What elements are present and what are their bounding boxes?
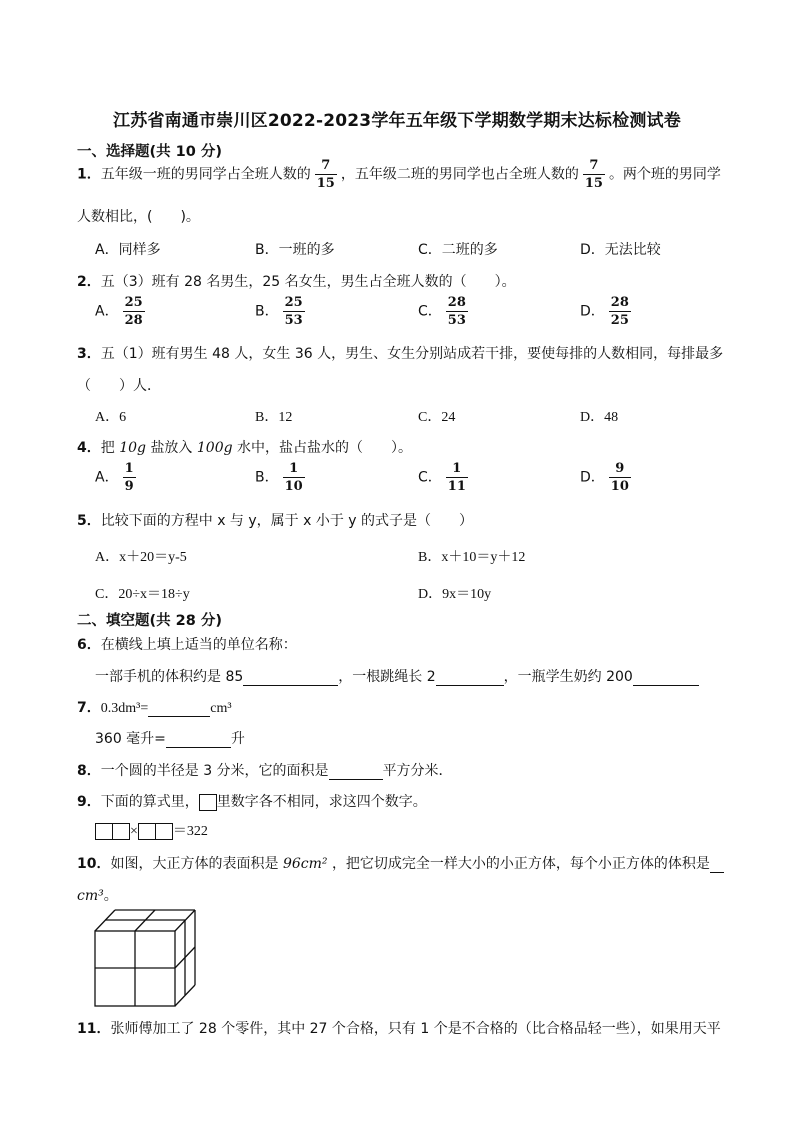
unit-text: cm³ [77,888,104,904]
question-8 [77,760,453,780]
fraction: $\frac{9}{10}$ [610,461,629,494]
option-a[interactable]: A． $\frac{25}{28}$ [95,295,143,328]
question-text: 下面的算式里， [100,794,199,810]
option-b[interactable]: B．x＋10＝y＋12 [418,550,526,565]
option-a[interactable]: A．6 [95,410,127,425]
equation-result: ＝322 [172,824,208,839]
option-b[interactable]: B． $\frac{1}{10}$ [255,461,303,494]
question-text: ，把它切成完全一样大小的小正方体，每个小正方体的体积是 [331,856,710,872]
question-11 [77,1018,721,1038]
question-text: 如图，大正方体的表面积是 [110,856,279,872]
question-text: 一部手机的体积约是 85 [95,669,244,685]
question-text: 五（1）班有男生 48 人，女生 36 人，男生、女生分别站成若干排，要使每排的人数相同，每排最多 [100,346,724,362]
question-7 [77,697,232,717]
fraction: $\frac{25}{53}$ [284,295,303,328]
question-3 [77,343,723,363]
times-sign: × [130,824,138,839]
question-1-line2: 人数相比，( )。 [77,209,200,225]
question-text: 0.3dm³= [100,701,149,716]
option-d[interactable]: D． $\frac{28}{25}$ [580,295,629,328]
option-d[interactable]: D．9x＝10y [418,587,492,602]
fraction: $\frac{28}{25}$ [610,295,629,328]
math-term: 10g [119,440,146,456]
question-number: 9． [77,794,101,810]
option-a[interactable]: A．同样多 [95,242,161,258]
answer-blank[interactable] [166,733,231,748]
question-number: 2． [77,274,101,290]
question-text: cm³ [210,701,232,716]
question-text: 360 毫升= [95,731,166,747]
page-title: 江苏省南通市崇川区2022-2023学年五年级下学期数学期末达标检测试卷 [113,111,681,131]
option-d[interactable]: D．48 [580,410,619,425]
question-number: 1． [77,166,101,183]
answer-blank[interactable] [329,765,383,780]
question-text: 升 [230,731,245,747]
option-c[interactable]: C．24 [418,410,456,425]
digit-box [199,794,217,811]
question-text: 盐放入 [150,440,193,456]
option-b[interactable]: B．12 [255,410,293,425]
question-10-line2 [77,885,118,905]
option-b[interactable]: B．一班的多 [255,242,335,258]
math-term: 96cm² [282,856,328,872]
section-heading-choice: 一、选择题(共 10 分) [77,144,223,160]
section-heading-fill: 二、填空题(共 28 分) [77,613,223,629]
answer-blank[interactable] [243,671,338,686]
fraction: $\frac{1}{10}$ [284,461,303,494]
question-5 [77,510,473,530]
option-c[interactable]: C． $\frac{1}{11}$ [418,461,466,494]
question-text: ，一瓶学生奶约 200 [503,669,633,685]
question-text: 一个圆的半径是 3 分米，它的面积是 [100,763,329,779]
question-text: ，五年级二班的男同学也占全班人数的 [340,166,579,183]
question-text: 。 [103,888,118,904]
option-c[interactable]: C．20÷x＝18÷y [95,587,190,602]
option-c[interactable]: C． $\frac{28}{53}$ [418,295,466,328]
question-text: 比较下面的方程中 x 与 y，属于 x 小于 y 的式子是（ ） [100,513,474,529]
question-2 [77,271,516,291]
question-7-line2 [95,728,245,748]
question-number: 8． [77,763,101,779]
question-9 [77,791,427,811]
digit-box[interactable] [138,823,156,840]
question-text: 水中，盐占盐水的（ ）。 [237,440,413,456]
digit-box[interactable] [112,823,130,840]
question-number: 5． [77,513,101,529]
question-4 [77,437,412,457]
question-text: 里数字各不相同，求这四个数字。 [216,794,427,810]
question-number: 4． [77,440,101,456]
fraction: $\frac{1}{11}$ [447,461,466,494]
fraction: $\frac{7}{15}$ [584,158,603,191]
option-c[interactable]: C．二班的多 [418,242,498,258]
cube-figure [90,906,205,1011]
question-6 [77,634,297,654]
answer-blank[interactable] [436,671,504,686]
question-text: 五（3）班有 28 名男生，25 名女生，男生占全班人数的（ ）。 [100,274,516,290]
question-1 [77,159,721,190]
question-text: 在横线上填上适当的单位名称： [100,637,297,653]
digit-box[interactable] [95,823,113,840]
question-number: 10． [77,856,111,872]
question-9-equation [95,820,208,840]
option-d[interactable]: D．无法比较 [580,242,661,258]
question-number: 7． [77,700,101,716]
option-d[interactable]: D． $\frac{9}{10}$ [580,461,629,494]
option-a[interactable]: A．x＋20＝y-5 [95,550,187,565]
fraction: $\frac{1}{9}$ [124,461,134,494]
math-term: 100g [196,440,233,456]
question-number: 3． [77,346,101,362]
question-text: 。两个班的男同学 [608,166,721,183]
answer-blank[interactable] [148,702,210,717]
digit-box[interactable] [155,823,173,840]
question-text: ，一根跳绳长 2 [338,669,436,685]
answer-blank[interactable] [710,858,724,873]
question-text: 平方分米． [382,763,453,779]
option-a[interactable]: A． $\frac{1}{9}$ [95,461,134,494]
option-b[interactable]: B． $\frac{25}{53}$ [255,295,303,328]
question-10 [77,853,724,873]
question-text: 五年级一班的男同学占全班人数的 [100,166,311,183]
question-6-line2 [95,666,699,686]
fraction: $\frac{7}{15}$ [316,158,335,191]
question-number: 11． [77,1021,111,1037]
fraction: $\frac{28}{53}$ [447,295,466,328]
fraction: $\frac{25}{28}$ [124,295,143,328]
answer-blank[interactable] [633,671,699,686]
question-text: 张师傅加工了 28 个零件，其中 27 个合格，只有 1 个是不合格的（比合格品轻一些），如果用天平 [110,1021,721,1037]
question-number: 6． [77,637,101,653]
question-text: 把 [100,440,115,456]
question-3-line2: （ ）人． [77,378,161,394]
